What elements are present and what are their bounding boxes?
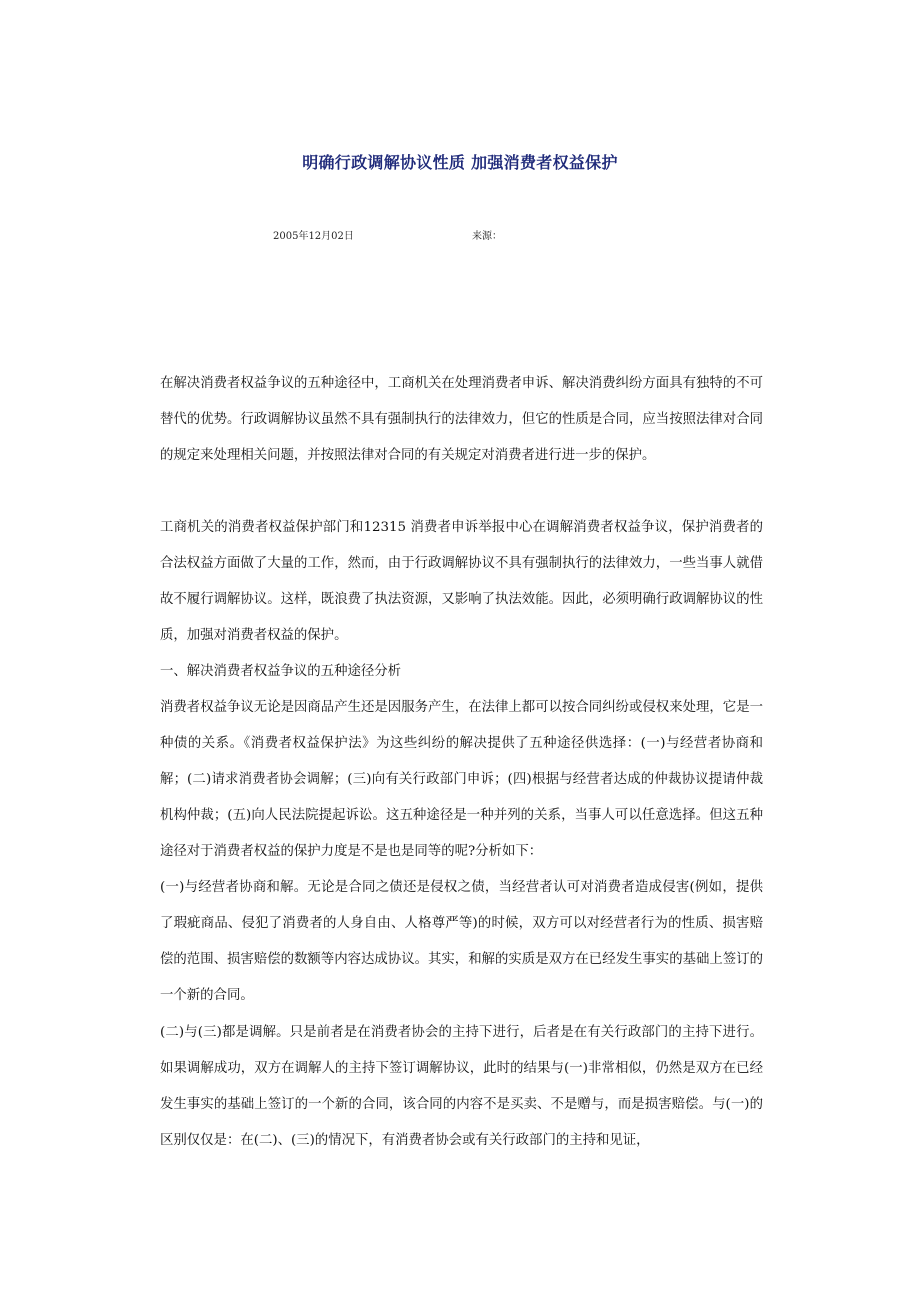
paragraph-five-ways: 消费者权益争议无论是因商品产生还是因服务产生，在法律上都可以按合同纠纷或侵权来处理，它是一种债的关系。《消费者权益保护法》为这些纠纷的解决提供了五种途径供选择：(一)与经营者协商和解；(二)请求消费者协会调解；(三)向有关行政部门申诉；(四)根据与经营者达成的仲裁协议提请仲裁机构仲裁；(五)向人民法院提起诉讼。这五种途径是一种并列的关系，当事人可以任意选择。但这五种途径对于消费者权益的保护力度是不是也是同等的呢?分析如下： bbox=[160, 700, 763, 859]
paragraph-mediation: (二)与(三)都是调解。只是前者是在消费者协会的主持下进行，后者是在有关行政部门的主持下进行。如果调解成功，双方在调解人的主持下签订调解协议，此时的结果与(一)非常相似，仍然是双方在已经发生事实的基础上签订的一个新的合同，该合同的内容不是买卖、不是赠与，而是损害赔偿。与(一)的区别仅仅是：在(二)、(三)的情况下，有消费者协会或有关行政部门的主持和见证， bbox=[160, 1025, 763, 1148]
page-title: 明确行政调解协议性质 加强消费者权益保护 bbox=[302, 153, 618, 172]
publish-date: 2005年12月02日 bbox=[273, 231, 354, 242]
paragraph-intro: 在解决消费者权益争议的五种途径中，工商机关在处理消费者申诉、解决消费纠纷方面具有独特的不可替代的优势。行政调解协议虽然不具有强制执行的法律效力，但它的性质是合同，应当按照法律对合同的规定来处理相关问题，并按照法律对合同的有关规定对消费者进行进一步的保护。 bbox=[160, 376, 763, 463]
paragraph-negotiation: (一)与经营者协商和解。无论是合同之债还是侵权之债，当经营者认可对消费者造成侵害(例如，提供了瑕疵商品、侵犯了消费者的人身自由、人格尊严等)的时候，双方可以对经营者行为的性质、损害赔偿的范围、损害赔偿的数额等内容达成协议。其实，和解的实质是双方在已经发生事实的基础上签订的一个新的合同。 bbox=[160, 880, 763, 1003]
paragraph-background: 工商机关的消费者权益保护部门和12315 消费者申诉举报中心在调解消费者权益争议，保护消费者的合法权益方面做了大量的工作，然而，由于行政调解协议不具有强制执行的法律效力，一些当事人就借故不履行调解协议。这样，既浪费了执法资源，又影响了执法效能。因此，必须明确行政调解协议的性质，加强对消费者权益的保护。 bbox=[160, 520, 763, 643]
source-label: 来源： bbox=[472, 231, 502, 242]
section-heading: 一、解决消费者权益争议的五种途径分析 bbox=[160, 664, 402, 679]
